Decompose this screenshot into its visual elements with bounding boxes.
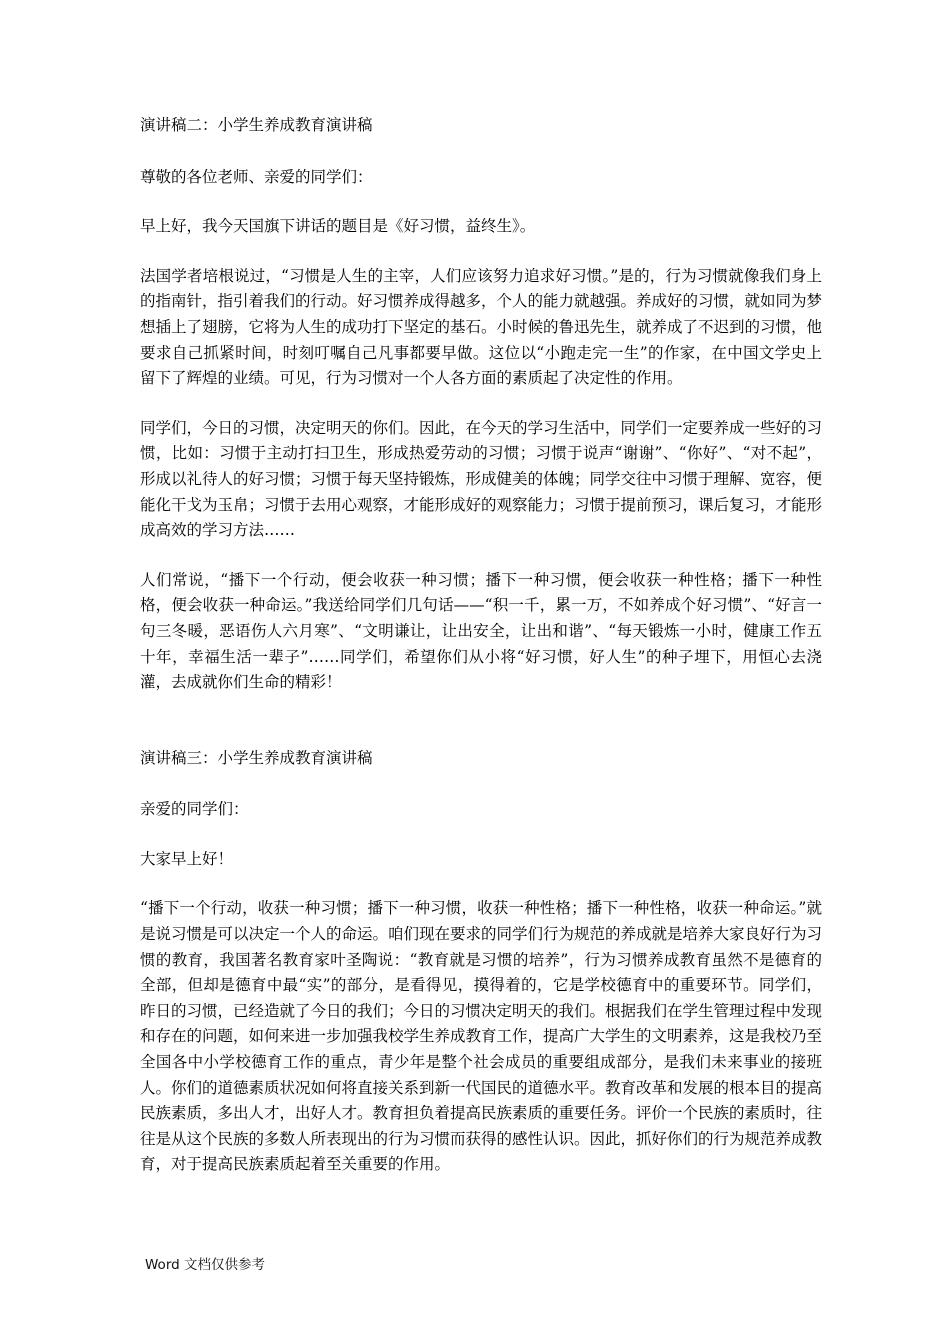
speech2-greeting: 早上好，我今天国旗下讲话的题目是《好习惯，益终生》。 — [140, 217, 536, 236]
speech3-salutation: 亲爱的同学们： — [140, 800, 249, 819]
speech2-paragraph: 同学们，今日的习惯，决定明天的你们。因此，在今天的学习生活中，同学们一定要养成一些好的习惯，比如：习惯于主动打扫卫生，形成热爱劳动的习惯；习惯于说声“谢谢”、“你好”、“对不起”，形成以礼待人的好习惯；习惯于每天坚持锻炼，形成健美的体魄；同学交往中习惯于理解、宽容，便能化干戈为玉帛；习惯于去用心观察，才能形成好的观察能力；习惯于提前预习，课后复习，才能形成高效的学习方法…… — [140, 418, 823, 540]
speech3-greeting: 大家早上好！ — [140, 849, 234, 868]
speech3-title: 演讲稿三：小学生养成教育演讲稿 — [140, 748, 373, 767]
speech3-paragraph: “播下一个行动，收获一种习惯；播下一种习惯，收获一种性格；播下一种性格，收获一种命运。”就是说习惯是可以决定一个人的命运。咱们现在要求的同学们行为规范的养成就是培养大家良好行为习惯的教育，我国著名教育家叶圣陶说：“教育就是习惯的培养”，行为习惯养成教育虽然不是德育的全部，但却是德育中最“实”的部分，是看得见，摸得着的，它是学校德育中的重要环节。同学们，昨日的习惯，已经造就了今日的我们；今日的习惯决定明天的我们。根据我们在学生管理过程中发现和存在的问题，如何来进一步加强我校学生养成教育工作，提高广大学生的文明素养，这是我校乃至全国各中小学校德育工作的重点，青少年是整个社会成员的重要组成部分，是我们未来事业的接班人。你们的道德素质状况如何将直接关系到新一代国民的道德水平。教育改革和发展的根本目的提高民族素质，多出人才，出好人才。教育担负着提高民族素质的重要任务。评价一个民族的素质时，往往是从这个民族的多数人所表现出的行为习惯而获得的感性认识。因此，抓好你们的行为规范养成教育，对于提高民族素质起着至关重要的作用。 — [140, 899, 823, 1174]
speech2-title: 演讲稿二：小学生养成教育演讲稿 — [140, 116, 373, 134]
section-spacer — [140, 720, 822, 746]
speech2-salutation: 尊敬的各位老师、亲爱的同学们： — [140, 167, 373, 186]
speech2-paragraph: 人们常说，“播下一个行动，便会收获一种习惯；播下一种习惯，便会收获一种性格；播下一种性格，便会收获一种命运。”我送给同学们几句话——“积一千，累一万，不如养成个好习惯”、“好言一句三冬暖，恶语伤人六月寒”、“文明谦让，让出安全，让出和谐”、“每天锻炼一小时，健康工作五十年，幸福生活一辈子”……同学们，希望你们从小将“好习惯，好人生”的种子埋下，用恒心去浇灌，去成就你们生命的精彩！ — [140, 570, 822, 692]
document-body — [140, 113, 822, 1202]
speech2-paragraph: 法国学者培根说过，“习惯是人生的主宰，人们应该努力追求好习惯。”是的，行为习惯就像我们身上的指南针，指引着我们的行动。好习惯养成得越多，个人的能力就越强。养成好的习惯，就如同为梦想插上了翅膀，它将为人生的成功打下坚定的基石。小时候的鲁迅先生，就养成了不迟到的习惯，他要求自己抓紧时间，时刻叮嘱自己凡事都要早做。这位以“小跑走完一生”的作家，在中国文学史上留下了辉煌的业绩。可见，行为习惯对一个人各方面的素质起了决定性的作用。 — [140, 266, 823, 388]
footer-note: Word 文档仅供参考 — [145, 1257, 265, 1273]
